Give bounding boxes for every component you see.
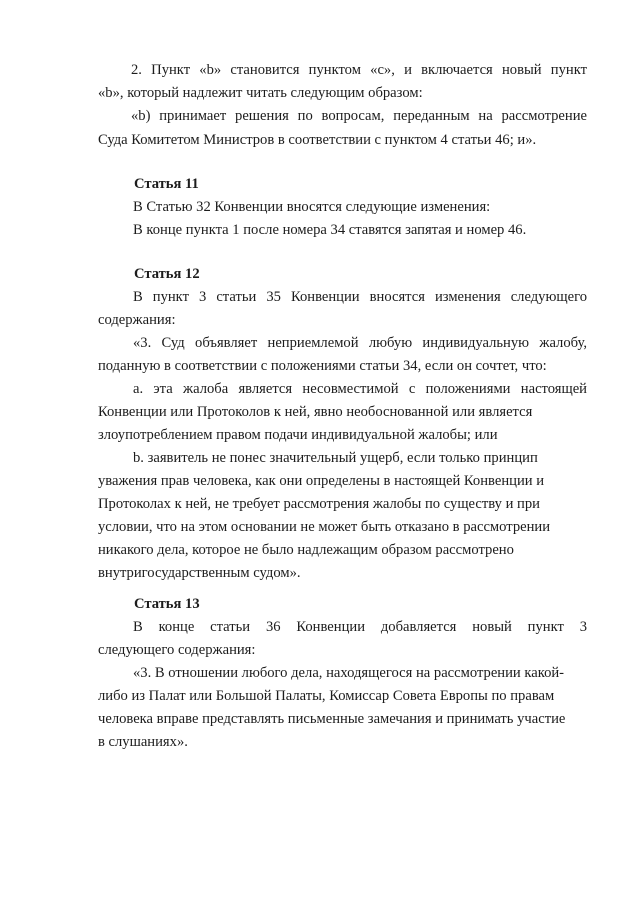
article-12-item-a-line-3: злоупотреблением правом подачи индивидуальной жалобы; или <box>98 427 498 443</box>
intro-paragraph-1-line-2: «b», который надлежит читать следующим образом: <box>98 85 423 101</box>
article-13-paragraph-2-line-3: человека вправе представлять письменные замечания и принимать участие <box>98 711 566 727</box>
article-13-paragraph-1-line-2: следующего содержания: <box>98 642 256 658</box>
article-12-heading: Статья 12 <box>134 266 200 282</box>
article-13-paragraph-2-line-2: либо из Палат или Большой Палаты, Комиссар Совета Европы по правам <box>98 688 555 704</box>
article-11-heading: Статья 11 <box>134 176 199 192</box>
article-11-line-1: В Статью 32 Конвенции вносятся следующие изменения: <box>133 199 491 215</box>
article-12-item-a-line-1: a. эта жалоба является несовместимой с положениями настоящей <box>133 381 587 397</box>
article-12-paragraph-2-line-2: поданную в соответствии с положениями статьи 34, если он сочтет, что: <box>98 358 547 374</box>
article-12-item-b-line-4: условии, что на этом основании не может быть отказано в рассмотрении <box>98 519 551 535</box>
article-13-paragraph-2-line-4: в слушаниях». <box>98 734 188 750</box>
article-12-item-b-line-1: b. заявитель не понес значительный ущерб, если только принцип <box>133 450 538 466</box>
article-12-item-a-line-2: Конвенции или Протоколов к ней, явно необоснованной или является <box>98 404 533 420</box>
article-13-paragraph-2-line-1: «3. В отношении любого дела, находящегося на рассмотрении какой- <box>133 665 565 681</box>
article-12-paragraph-1-line-1: В пункт 3 статьи 35 Конвенции вносятся изменения следующего <box>133 289 587 305</box>
article-13-heading: Статья 13 <box>134 596 200 612</box>
article-13-paragraph-1-line-1: В конце статьи 36 Конвенции добавляется новый пункт 3 <box>133 619 587 635</box>
article-12-paragraph-2-line-1: «3. Суд объявляет неприемлемой любую индивидуальную жалобу, <box>133 335 587 351</box>
intro-paragraph-1-line-1: 2. Пункт «b» становится пунктом «с», и включается новый пункт <box>131 62 587 78</box>
article-12-paragraph-1-line-2: содержания: <box>98 312 176 328</box>
intro-paragraph-2-line-2: Суда Комитетом Министров в соответствии с пунктом 4 статьи 46; и». <box>98 132 537 148</box>
article-12-item-b-line-2: уважения прав человека, как они определены в настоящей Конвенции и <box>98 473 545 489</box>
article-12-item-b-line-6: внутригосударственным судом». <box>98 565 301 581</box>
intro-paragraph-2-line-1: «b) принимает решения по вопросам, переданным на рассмотрение <box>131 108 587 124</box>
article-12-item-b-line-3: Протоколах к ней, не требует рассмотрения жалобы по существу и при <box>98 496 540 512</box>
article-12-item-b-line-5: никакого дела, которое не было надлежащим образом рассмотрено <box>98 542 514 558</box>
article-11-line-2: В конце пункта 1 после номера 34 ставятся запятая и номер 46. <box>133 222 527 238</box>
